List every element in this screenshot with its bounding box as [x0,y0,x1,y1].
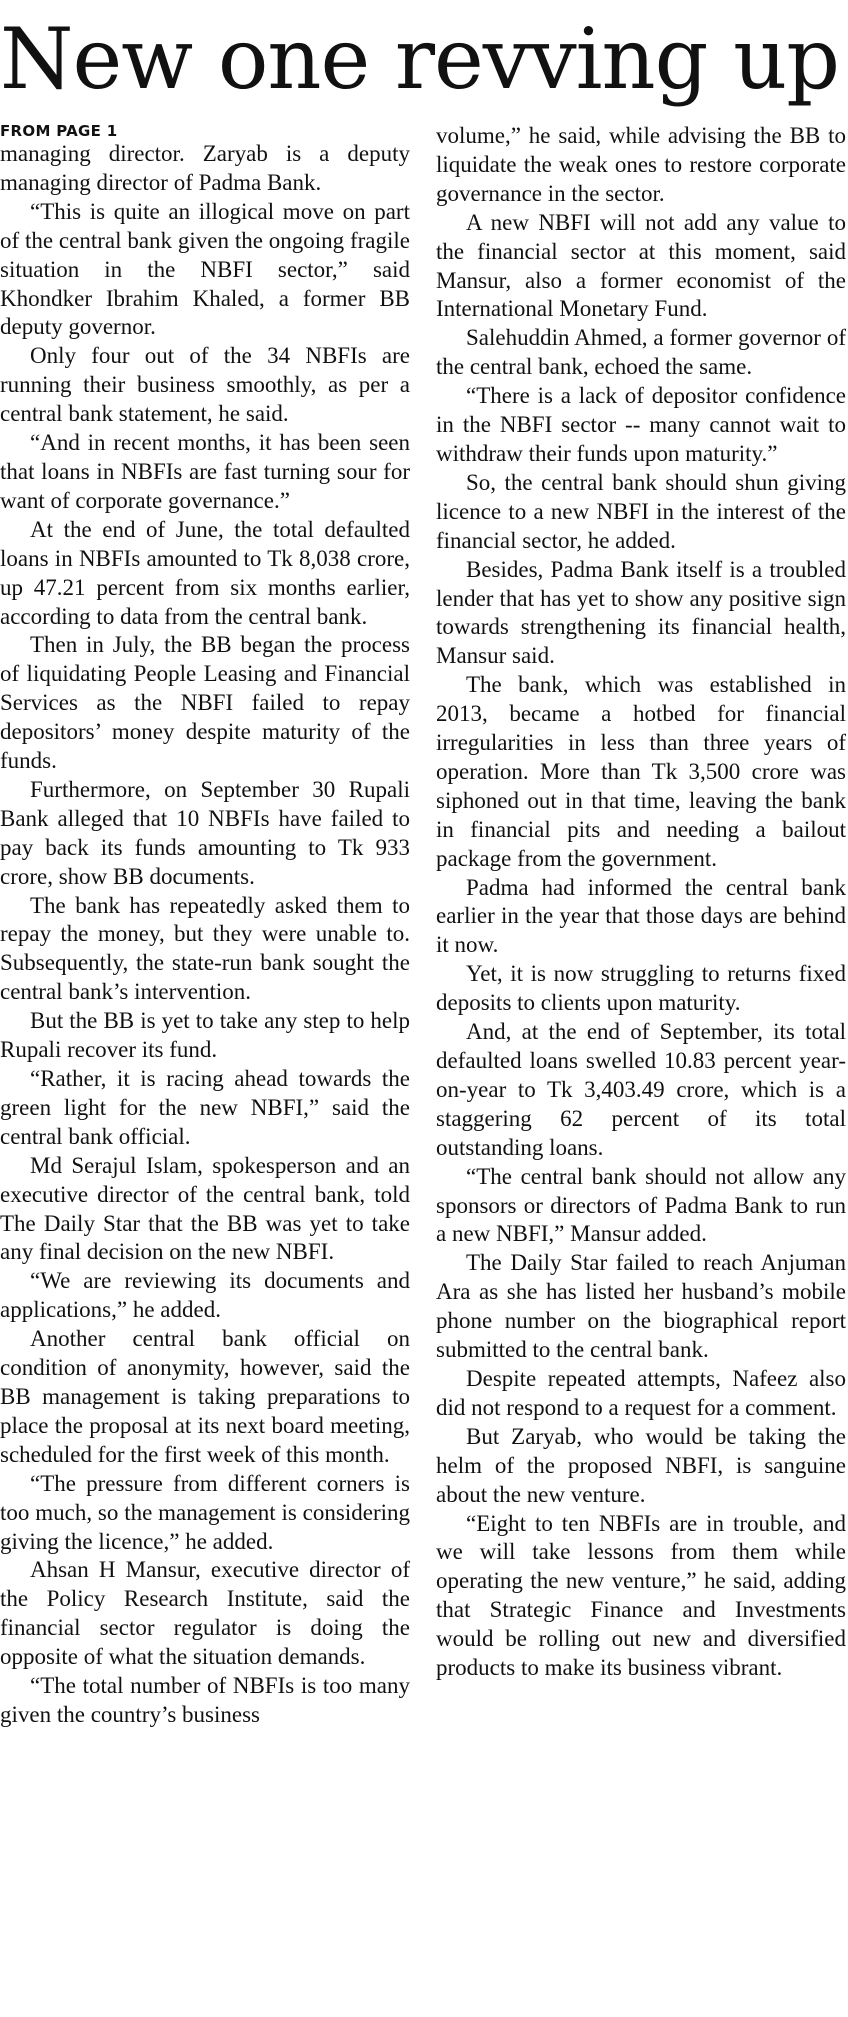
paragraph: Another central bank official on condition of anonymity, however, said the BB management is taking preparations to place the proposal at its next board meeting, scheduled for the first week of this month. [0,1326,410,1467]
right-column [436,122,846,1683]
paragraph: “The central bank should not allow any sponsors or directors of Padma Bank to run a new NBFI,” Mansur added. [436,1163,846,1247]
paragraph: “There is a lack of depositor confidence in the NBFI sector -- many cannot wait to withdraw their funds upon maturity.” [436,383,846,466]
paragraph: Then in July, the BB began the process of liquidating People Leasing and Financial Services as the NBFI failed to repay depositors’ money despite maturity of the funds. [0,632,410,774]
jump-line: FROM PAGE 1 [0,122,118,140]
paragraph: “Rather, it is racing ahead towards the green light for the new NBFI,” said the central bank official. [0,1066,410,1149]
paragraph: But Zaryab, who would be taking the helm of the proposed NBFI, is sanguine about the new venture. [436,1423,846,1507]
paragraph: “This is quite an illogical move on part of the central bank given the ongoing fragile situation in the NBFI sector,” said Khondker Ibrahim Khaled, a former BB deputy governor. [0,198,410,340]
paragraph: Ahsan H Mansur, executive director of the Policy Research Institute, said the financial sector regulator is doing the opposite of what the situation demands. [0,1557,410,1670]
paragraph: The bank, which was established in 2013, became a hotbed for financial irregularities in less than three years of operation. More than Tk 3,500 crore was siphoned out in that time, leaving the bank in financial pits and needing a bailout package from the government. [436,672,846,871]
paragraph: “And in recent months, it has been seen that loans in NBFIs are fast turning sour for want of corporate governance.” [0,430,410,513]
paragraph: And, at the end of September, its total defaulted loans swelled 10.83 percent year-on-year to Tk 3,403.49 crore, which is a staggering 62 percent of its total outstanding loans. [436,1019,846,1160]
paragraph: Furthermore, on September 30 Rupali Bank alleged that 10 NBFIs have failed to pay back its funds amounting to Tk 933 crore, show BB documents. [0,776,410,889]
paragraph: “The total number of NBFIs is too many given the country’s business [0,1673,410,1727]
left-column [0,122,410,1730]
paragraph: Despite repeated attempts, Nafeez also did not respond to a request for a comment. [436,1365,846,1420]
paragraph: But the BB is yet to take any step to help Rupali recover its fund. [0,1008,410,1063]
paragraph: A new NBFI will not add any value to the financial sector at this moment, said Mansur, also a former economist of the International Monetary Fund. [436,209,846,322]
paragraph: At the end of June, the total defaulted loans in NBFIs amounted to Tk 8,038 crore, up 47.21 percent from six months earlier, according to data from the central bank. [0,516,410,629]
paragraph: Yet, it is now struggling to returns fixed deposits to clients upon maturity. [436,961,846,1016]
paragraph: So, the central bank should shun giving licence to a new NBFI in the interest of the financial sector, he added. [436,469,846,553]
paragraph: “We are reviewing its documents and applications,” he added. [0,1268,410,1323]
paragraph: The Daily Star failed to reach Anjuman Ara as she has listed her husband’s mobile phone number on the biographical report submitted to the central bank. [436,1250,846,1363]
headline: New one revving up [0,10,839,108]
paragraph: Salehuddin Ahmed, a former governor of the central bank, echoed the same. [436,325,846,380]
paragraph: Md Serajul Islam, spokesperson and an executive director of the central bank, told The Daily Star that the BB was yet to take any final decision on the new NBFI. [0,1152,410,1265]
paragraph: “The pressure from different corners is too much, so the management is considering giving the licence,” he added. [0,1470,410,1554]
paragraph: Besides, Padma Bank itself is a troubled lender that has yet to show any positive sign towards strengthening its financial health, Mansur said. [436,556,846,669]
paragraph: volume,” he said, while advising the BB to liquidate the weak ones to restore corporate governance in the sector. [436,123,846,206]
paragraph: Only four out of the 34 NBFIs are running their business smoothly, as per a central bank statement, he said. [0,343,410,427]
paragraph: The bank has repeatedly asked them to repay the money, but they were unable to. Subsequently, the state-run bank sought the central bank’s intervention. [0,892,410,1005]
paragraph: Padma had informed the central bank earlier in the year that those days are behind it now. [436,874,846,958]
paragraph: “Eight to ten NBFIs are in trouble, and we will take lessons from them while operating the new venture,” he said, adding that Strategic Finance and Investments would be rolling out new and diversified products to make its business vibrant. [436,1510,846,1681]
paragraph: managing director. Zaryab is a deputy managing director of Padma Bank. [0,141,410,195]
